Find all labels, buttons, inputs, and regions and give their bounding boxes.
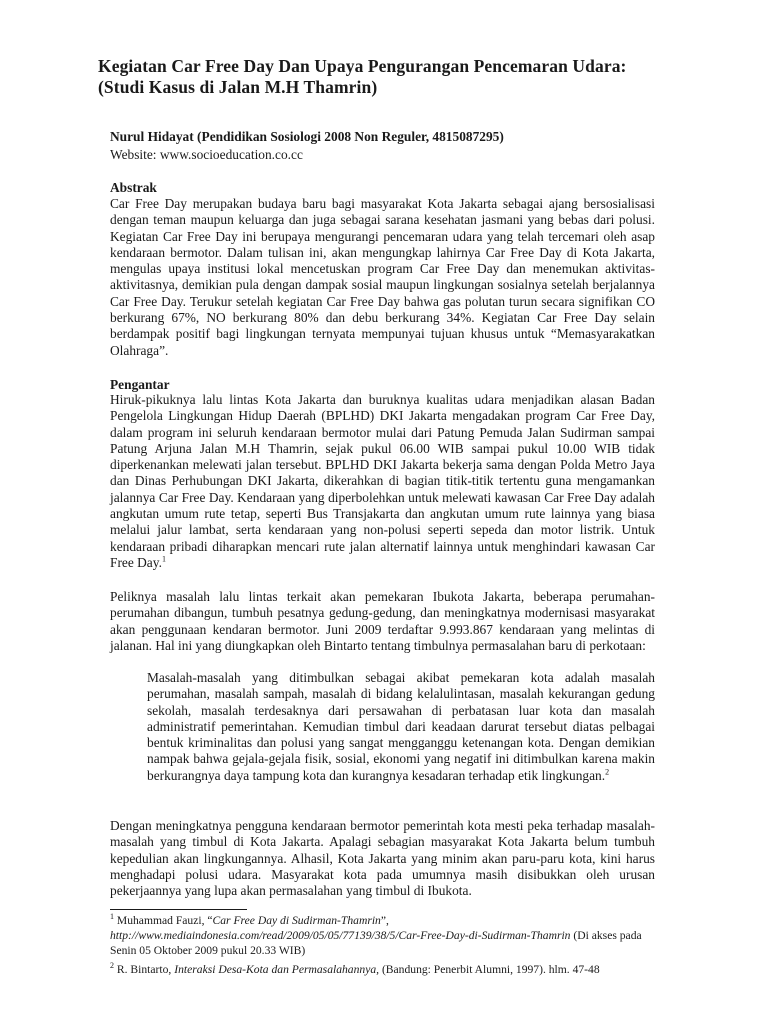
footnote-2-rest: (Bandung: Penerbit Alumni, 1997). hlm. 47-48 (379, 963, 600, 976)
footnote-1-access: (Di akses pada Senin 05 Oktober 2009 pukul 20.33 WIB) (110, 929, 642, 957)
footnote-1-url[interactable]: http://www.mediaindonesia.com/read/2009/05/05/77139/38/5/Car-Free-Day-di-Sudirman-Thamrin (110, 929, 571, 942)
footnote-divider (110, 909, 247, 910)
footnote-1-author: Muhammad Fauzi, “ (114, 914, 213, 927)
block-quote (147, 670, 655, 784)
pengantar-paragraph-2: Peliknya masalah lalu lintas terkait akan pemekaran Ibukota Jakarta, beberapa perumahan-perumahan dibangun, tumbuh pesatnya gedung-gedung, dan meningkatnya modernisasi masyarakat akan penggunaan kendaran bermotor. Juni 2009 terdaftar 9.993.867 kendaraan yang melintas di jalanan. Hal ini yang diungkapkan oleh Bintarto tentang timbulnya permasalahan baru di perkotaan: (110, 589, 655, 653)
footnote-1-mark: 1 (110, 912, 114, 922)
footnote-ref-2: 2 (605, 767, 610, 777)
footnote-1-title: Car Free Day di Sudirman-Thamrin (212, 914, 381, 927)
abstract-text: Car Free Day merupakan budaya baru bagi masyarakat Kota Jakarta sebagai ajang bersosialisasi dengan teman maupun keluarga dan juga sebagai sarana kesehatan jasmani yang bebas dari polusi. Kegiatan Car Free Day ini berupaya mengurangi pencemaran udara yang telah tercemari oleh asap kendaraan bermotor. Dalam tulisan ini, akan mengungkap lahirnya Car Free Day di Kota Jakarta, mengulas upaya institusi lokal mencetuskan program Car Free Day dan menemukan aktivitas-aktivitasnya, demikian pula dengan dampak sosial maupun lingkungan sosialnya setelah berjalannya Car Free Day. Terukur setelah kegiatan Car Free Day bahwa gas polutan turun secara signifikan CO berkurang 67%, NO berkurang 80% dan debu berkurang 34%. Kegiatan Car Free Day selain berdampak positif bagi lingkungan ternyata mempunyai tujuan khusus untuk “Memasyarakatkan Olahraga”. (110, 196, 655, 358)
footnote-2-mark: 2 (110, 961, 114, 971)
author-line: Nurul Hidayat (Pendidikan Sosiologi 2008 Non Reguler, 4815087295) (110, 129, 504, 144)
abstract-heading: Abstrak (110, 180, 157, 195)
footnote-2 (110, 962, 658, 977)
title-line-1: Kegiatan Car Free Day Dan Upaya Pengurangan Pencemaran Udara: (98, 56, 627, 76)
footnote-1-close: ”, (380, 914, 389, 927)
pengantar-paragraph-3: Dengan meningkatnya pengguna kendaraan bermotor pemerintah kota mesti peka terhadap masalah-masalah yang timbul di Kota Jakarta. Apalagi sebagian masyarakat Kota Jakarta belum tumbuh kepedulian akan lingkungannya. Alhasil, Kota Jakarta yang minim akan paru-paru kota, kini harus menghadapi polusi udara. Masyarakat kota pada umumnya masih disibukkan oleh urusan pekerjaannya yang lupa akan permasalahan yang timbul di Ibukota. (110, 818, 655, 899)
website-line: Website: www.socioeducation.co.cc (110, 147, 303, 162)
footnote-2-title: Interaksi Desa-Kota dan Permasalahannya, (174, 963, 380, 976)
quote-text: Masalah-masalah yang ditimbulkan sebagai akibat pemekaran kota adalah masalah perumahan, masalah sampah, masalah di bidang kelalulintasan, masalah kekurangan gedung sekolah, masalah terdesaknya dari persawahan di perbatasan luar kota dan masalah administratif pemerintahan. Kemudian timbul dari keadaan darurat tersebut diatas pelbagai bentuk kriminalitas dan polusi yang sangat mengganggu ketenangan kota. Dengan demikian nampak bahwa gejala-gejala fisik, sosial, ekonomi yang negatif ini ditimbulkan karena makin berkurangnya daya tampung kota dan kurangnya kesadaran terhadap etik lingkungan. (147, 670, 655, 783)
pengantar-heading: Pengantar (110, 377, 170, 392)
title-line-2: (Studi Kasus di Jalan M.H Thamrin) (98, 77, 378, 97)
footnote-2-author: R. Bintarto, (114, 963, 175, 976)
footnote-1 (110, 913, 658, 958)
pengantar-paragraph-1 (110, 392, 655, 571)
paper-title (98, 56, 678, 98)
footnote-ref-1: 1 (161, 554, 166, 564)
paragraph-1-text: Hiruk-pikuknya lalu lintas Kota Jakarta dan buruknya kualitas udara menjadikan alasan Badan Pengelola Lingkungan Hidup Daerah (BPLHD) DKI Jakarta mengadakan program Car Free Day, dalam program ini seluruh kendaraan bermotor mulai dari Patung Pemuda Jalan Sudirman sampai Patung Arjuna Jalan M.H Thamrin, sejak pukul 06.00 WIB sampai pukul 10.00 WIB tidak diperkenankan melewati jalan tersebut. BPLHD DKI Jakarta bekerja sama dengan Polda Metro Jaya dan Dinas Perhubungan DKI Jakarta, dikerahkan di bagian titik-titik tertentu guna mengamankan jalannya Car Free Day. Kendaraan yang diperbolehkan untuk melewati kawasan Car Free Day adalah angkutan umum rute tetap, seperti Bus Transjakarta dan angkutan umum rute lainnya yang biasa melalui jalur lambat, serta kendaraan yang non-polusi seperti sepeda dan motor listrik. Untuk kendaraan pribadi diharapkan mencari rute jalan alternatif lainnya untuk menghindari kawasan Car Free Day. (110, 392, 655, 570)
